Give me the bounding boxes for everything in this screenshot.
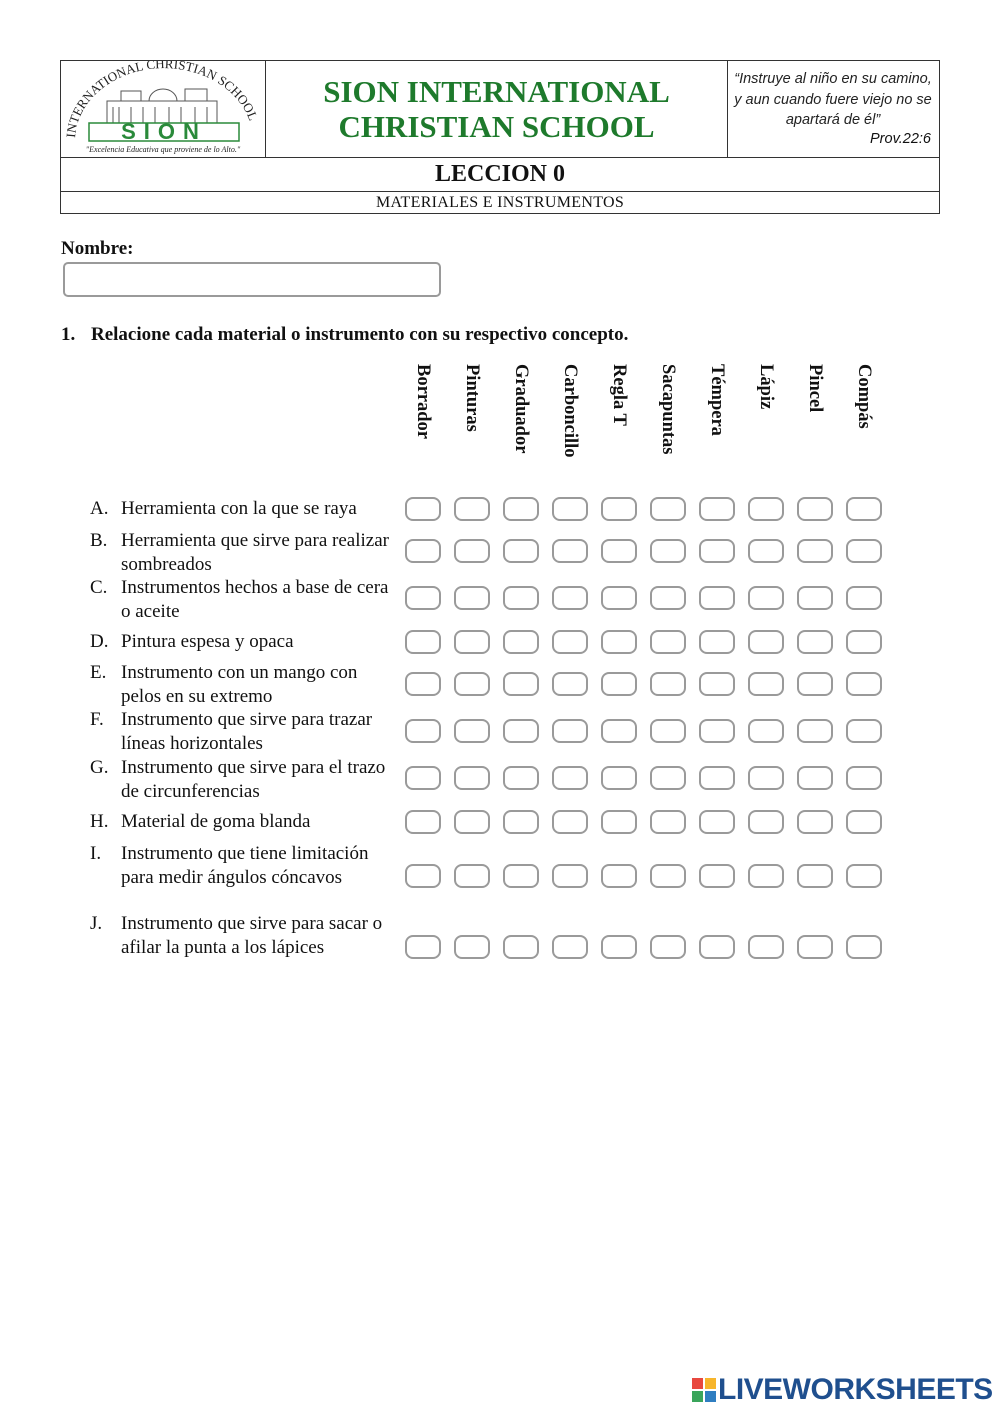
answer-box[interactable] xyxy=(699,672,735,696)
answer-box[interactable] xyxy=(601,810,637,834)
row-letter: A. xyxy=(90,498,109,519)
school-name-cell xyxy=(266,61,728,157)
answer-box[interactable] xyxy=(552,719,588,743)
row-description: Herramienta con la que se raya xyxy=(121,498,357,519)
answer-box[interactable] xyxy=(552,539,588,563)
row-letter: F. xyxy=(90,709,104,730)
answer-box[interactable] xyxy=(699,864,735,888)
answer-box[interactable] xyxy=(797,935,833,959)
answer-box[interactable] xyxy=(503,864,539,888)
answer-box[interactable] xyxy=(748,864,784,888)
school-name-line1: SION INTERNATIONAL xyxy=(323,74,670,109)
answer-box[interactable] xyxy=(454,539,490,563)
answer-box[interactable] xyxy=(503,672,539,696)
answer-box[interactable] xyxy=(405,810,441,834)
answer-box[interactable] xyxy=(846,864,882,888)
answer-box[interactable] xyxy=(846,672,882,696)
answer-box[interactable] xyxy=(552,864,588,888)
column-header-2 xyxy=(452,364,492,474)
column-header-label: Témpera xyxy=(707,364,727,436)
answer-box[interactable] xyxy=(405,497,441,521)
answer-box[interactable] xyxy=(405,630,441,654)
answer-box[interactable] xyxy=(454,586,490,610)
answer-box[interactable] xyxy=(797,539,833,563)
answer-box[interactable] xyxy=(650,864,686,888)
answer-box[interactable] xyxy=(601,539,637,563)
answer-box[interactable] xyxy=(601,766,637,790)
answer-box[interactable] xyxy=(748,766,784,790)
answer-box[interactable] xyxy=(454,630,490,654)
answer-box[interactable] xyxy=(454,810,490,834)
answer-box[interactable] xyxy=(601,497,637,521)
school-name-line2: CHRISTIAN SCHOOL xyxy=(338,109,655,144)
answer-box[interactable] xyxy=(552,766,588,790)
answer-box[interactable] xyxy=(846,766,882,790)
row-description: Herramienta que sirve para realizar sombreados xyxy=(121,530,389,575)
name-input[interactable] xyxy=(63,262,441,297)
column-header-label: Pincel xyxy=(805,364,825,413)
quote-cell xyxy=(728,61,939,157)
school-logo-graphic xyxy=(61,61,265,157)
answer-box[interactable] xyxy=(699,539,735,563)
question-1 xyxy=(61,324,628,346)
answer-box[interactable] xyxy=(846,935,882,959)
row-description: Instrumento que sirve para sacar o afilar la punta a los lápices xyxy=(121,913,383,958)
answer-box[interactable] xyxy=(797,719,833,743)
row-letter: G. xyxy=(90,757,109,778)
answer-box[interactable] xyxy=(650,672,686,696)
column-header-7 xyxy=(697,364,737,474)
answer-box[interactable] xyxy=(405,672,441,696)
answer-box[interactable] xyxy=(503,935,539,959)
answer-box[interactable] xyxy=(454,672,490,696)
answer-box[interactable] xyxy=(699,766,735,790)
row-description: Pintura espesa y opaca xyxy=(121,631,294,652)
answer-box[interactable] xyxy=(846,630,882,654)
answer-box[interactable] xyxy=(650,766,686,790)
answer-box[interactable] xyxy=(503,719,539,743)
liveworksheets-logo-icon xyxy=(692,1378,716,1402)
answer-box[interactable] xyxy=(601,935,637,959)
row-letter: C. xyxy=(90,577,108,598)
liveworksheets-text: LIVEWORKSHEETS xyxy=(718,1373,993,1406)
answer-box[interactable] xyxy=(748,672,784,696)
answer-box[interactable] xyxy=(748,935,784,959)
answer-box[interactable] xyxy=(405,864,441,888)
answer-box[interactable] xyxy=(699,719,735,743)
row-description: Material de goma blanda xyxy=(121,811,311,832)
answer-box[interactable] xyxy=(650,497,686,521)
column-header-3 xyxy=(501,364,541,474)
row-letter: E. xyxy=(90,662,107,683)
lesson-title: LECCION 0 xyxy=(61,158,939,192)
answer-box[interactable] xyxy=(699,586,735,610)
answer-box[interactable] xyxy=(797,672,833,696)
name-label: Nombre: xyxy=(61,238,134,259)
bible-reference: Prov.22:6 xyxy=(870,131,931,147)
column-header-6 xyxy=(648,364,688,474)
answer-box[interactable] xyxy=(650,539,686,563)
row-description: Instrumentos hechos a base de cera o aceite xyxy=(121,577,389,622)
answer-box[interactable] xyxy=(503,766,539,790)
answer-box[interactable] xyxy=(601,630,637,654)
answer-box[interactable] xyxy=(503,539,539,563)
column-header-label: Sacapuntas xyxy=(658,364,678,455)
column-header-label: Carboncillo xyxy=(560,364,580,458)
answer-box[interactable] xyxy=(454,719,490,743)
column-header-1 xyxy=(403,364,443,474)
answer-box[interactable] xyxy=(797,497,833,521)
answer-box[interactable] xyxy=(552,630,588,654)
logo-ring-text: INTERNATIONAL CHRISTIAN SCHOOL xyxy=(63,61,262,139)
lesson-subtitle: MATERIALES E INSTRUMENTOS xyxy=(375,193,625,211)
logo-motto: "Excelencia Educativa que proviene de lo Alto." xyxy=(85,145,241,154)
answer-box[interactable] xyxy=(797,586,833,610)
row-letter: I. xyxy=(90,843,102,864)
liveworksheets-brand xyxy=(692,1373,993,1407)
row-letter: D. xyxy=(90,631,109,652)
row-description: Instrumento que tiene limitación para medir ángulos cóncavos xyxy=(121,843,369,888)
answer-box[interactable] xyxy=(405,935,441,959)
answer-box[interactable] xyxy=(846,497,882,521)
answer-box[interactable] xyxy=(699,497,735,521)
answer-box[interactable] xyxy=(454,766,490,790)
answer-box[interactable] xyxy=(601,586,637,610)
answer-box[interactable] xyxy=(748,586,784,610)
answer-box[interactable] xyxy=(454,864,490,888)
answer-box[interactable] xyxy=(503,586,539,610)
answer-box[interactable] xyxy=(405,766,441,790)
column-header-8 xyxy=(746,364,786,474)
answer-box[interactable] xyxy=(846,810,882,834)
column-header-5 xyxy=(599,364,639,474)
column-header-4 xyxy=(550,364,590,474)
answer-box[interactable] xyxy=(797,766,833,790)
row-description: Instrumento que sirve para trazar líneas horizontales xyxy=(121,709,373,754)
answer-box[interactable] xyxy=(552,935,588,959)
answer-box[interactable] xyxy=(454,497,490,521)
answer-box[interactable] xyxy=(650,586,686,610)
answer-box[interactable] xyxy=(699,935,735,959)
row-description: Instrumento que sirve para el trazo de circunferencias xyxy=(121,757,386,802)
answer-box[interactable] xyxy=(846,719,882,743)
logo-word: SION xyxy=(121,119,207,144)
column-header-label: Compás xyxy=(854,364,874,429)
answer-box[interactable] xyxy=(552,497,588,521)
answer-box[interactable] xyxy=(503,630,539,654)
row-letter: J. xyxy=(90,913,103,934)
answer-box[interactable] xyxy=(601,672,637,696)
answer-box[interactable] xyxy=(797,630,833,654)
answer-box[interactable] xyxy=(748,810,784,834)
answer-box[interactable] xyxy=(503,810,539,834)
answer-box[interactable] xyxy=(748,539,784,563)
answer-box[interactable] xyxy=(748,630,784,654)
answer-box[interactable] xyxy=(650,719,686,743)
column-header-9 xyxy=(795,364,835,474)
header-top-row xyxy=(61,61,939,158)
answer-box[interactable] xyxy=(650,935,686,959)
question-text: Relacione cada material o instrumento con su respectivo concepto. xyxy=(91,324,629,345)
answer-box[interactable] xyxy=(601,864,637,888)
column-header-label: Borrador xyxy=(413,364,433,440)
answer-box[interactable] xyxy=(601,719,637,743)
answer-box[interactable] xyxy=(797,810,833,834)
column-header-label: Regla T xyxy=(609,364,629,426)
school-logo xyxy=(61,61,266,157)
answer-box[interactable] xyxy=(552,810,588,834)
question-number: 1. xyxy=(61,324,76,345)
column-header-label: Pinturas xyxy=(462,364,482,432)
answer-box[interactable] xyxy=(503,497,539,521)
row-description: Instrumento con un mango con pelos en su extremo xyxy=(121,662,358,707)
answer-box[interactable] xyxy=(699,630,735,654)
row-letter: B. xyxy=(90,530,108,551)
column-header-label: Graduador xyxy=(511,364,531,454)
answer-box[interactable] xyxy=(405,719,441,743)
bible-quote: “Instruye al niño en su camino, y aun cuando fuere viejo no se apartará de él” xyxy=(734,71,932,128)
answer-box[interactable] xyxy=(748,719,784,743)
answer-box[interactable] xyxy=(650,810,686,834)
column-header-10 xyxy=(844,364,884,474)
answer-box[interactable] xyxy=(552,672,588,696)
answer-box[interactable] xyxy=(846,539,882,563)
answer-box[interactable] xyxy=(748,497,784,521)
answer-box[interactable] xyxy=(454,935,490,959)
header-table xyxy=(60,60,940,214)
answer-box[interactable] xyxy=(650,630,686,654)
answer-box[interactable] xyxy=(699,810,735,834)
answer-box[interactable] xyxy=(552,586,588,610)
answer-box[interactable] xyxy=(405,539,441,563)
answer-box[interactable] xyxy=(846,586,882,610)
column-header-label: Lápiz xyxy=(756,364,776,410)
answer-box[interactable] xyxy=(797,864,833,888)
answer-box[interactable] xyxy=(405,586,441,610)
row-letter: H. xyxy=(90,811,109,832)
